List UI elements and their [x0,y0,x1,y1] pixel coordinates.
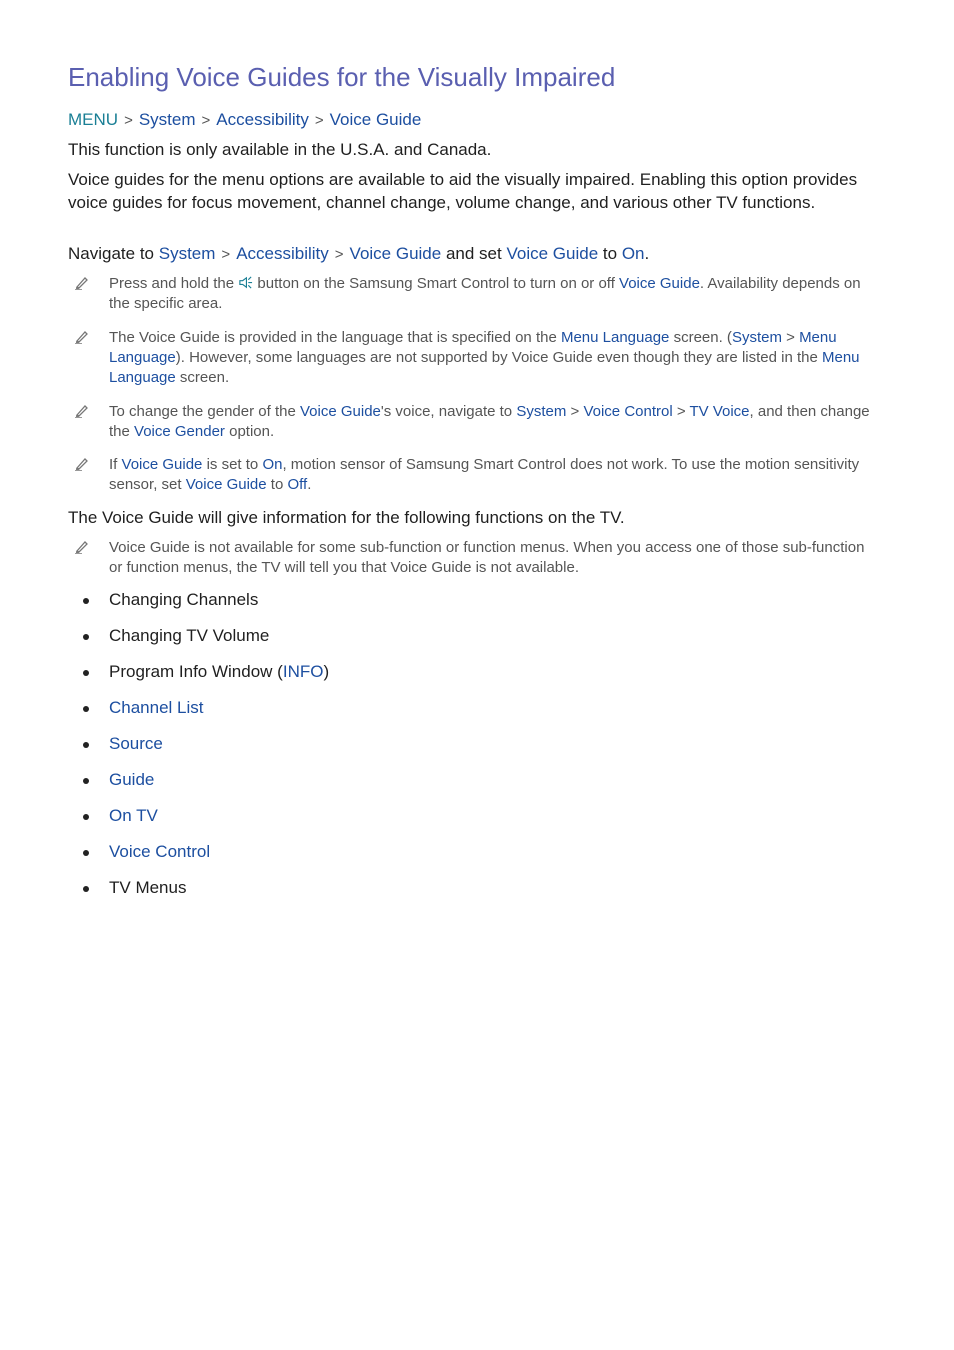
text-run: ) [323,662,330,681]
menu-term: Menu Language [560,329,670,346]
navigate-instruction [68,243,868,267]
list-item-label [109,590,258,610]
text-run: screen. ( [669,329,732,346]
menu-term: Channel List [109,698,204,717]
menu-term: System [516,403,567,420]
note-text [109,402,881,442]
list-item-label [109,770,154,790]
text-run: If [109,456,122,473]
text-run: To change the gender of the [109,403,300,420]
bullet-icon [83,778,89,784]
menu-term: Off [287,476,308,493]
bullet-icon [83,634,89,640]
voice-guide-remote-icon [238,275,253,290]
bullet-icon [83,886,89,892]
text-run: > [781,329,800,346]
chevron-right-icon: > [314,112,324,129]
menu-term: Voice Guide [619,275,700,292]
bullet-icon [83,742,89,748]
bullet-icon [83,670,89,676]
pencil-icon [74,328,90,344]
pencil-icon [74,538,90,554]
list-item-label [109,626,269,646]
chevron-right-icon: > [334,246,344,263]
text-run: , and then change the [109,403,870,440]
note-text [109,328,881,388]
description-text: Voice guides for the menu options are available to aid the visually impaired. Enabling this option provides voice guides for focus movement, channel change, volume change, and various other TV functions. [68,170,858,212]
breadcrumb [68,110,421,130]
bullet-icon [83,598,89,604]
text-run: . Availability depends on the specific area. [109,275,861,312]
navigate-prefix: Navigate to [68,244,154,263]
breadcrumb-menu: MENU [68,110,119,129]
menu-term: Voice Guide [185,476,267,493]
breadcrumb-item-accessibility: Accessibility [216,110,309,129]
text-run: option. [224,423,275,440]
text-run: Press and hold the [109,275,239,292]
menu-term: INFO [282,662,324,681]
navigate-to: to [602,244,618,263]
note-text [109,274,881,314]
navigate-mid: and set [445,244,502,263]
text-run: Voice Guide is not available for some sub-function or function menus. When you access one of those sub-function or function menus, the TV will tell you that Voice Guide is not available. [109,539,865,576]
page-title: Enabling Voice Guides for the Visually Impaired [68,62,616,92]
navigate-path-accessibility: Accessibility [236,244,329,263]
pencil-icon [74,455,90,471]
menu-term: Voice Control [109,842,211,861]
list-item-label [109,842,210,862]
functions-intro: The Voice Guide will give information for the following functions on the TV. [68,508,625,527]
list-item-label [109,734,163,754]
menu-term: Menu Language [109,329,837,366]
text-run: screen. [175,369,230,386]
bullet-icon [83,706,89,712]
list-item-label [109,698,204,718]
text-run: Changing TV Volume [109,626,270,645]
menu-term: Voice Control [583,403,673,420]
menu-term: Voice Guide [299,403,381,420]
chevron-right-icon: > [124,112,133,129]
text-run: Program Info Window ( [109,662,283,681]
list-item-label [109,878,186,898]
text-run: to [266,476,288,493]
breadcrumb-item-voice-guide: Voice Guide [329,110,422,129]
text-run: is set to [202,456,263,473]
list-item-label [109,662,329,682]
text-run: . [307,476,312,493]
navigate-end: . [644,244,650,263]
menu-term: On TV [109,806,158,825]
navigate-path-voice-guide: Voice Guide [349,244,442,263]
bullet-icon [83,814,89,820]
navigate-path-system: System [158,244,216,263]
text-run: button on the Samsung Smart Control to turn on or off [253,275,620,292]
menu-term: On [262,456,283,473]
text-run: ). However, some languages are not supported by Voice Guide even though they are listed in the [175,349,822,366]
navigate-value: On [621,244,645,263]
menu-term: Guide [109,770,155,789]
chevron-right-icon: > [221,246,231,263]
menu-term: TV Voice [689,403,750,420]
availability-text: This function is only available in the U.S.A. and Canada. [68,140,492,159]
text-run: The Voice Guide is provided in the language that is specified on the [109,329,561,346]
note-text [109,538,881,578]
pencil-icon [74,274,90,290]
menu-term: System [731,329,782,346]
text-run: > [672,403,690,420]
pencil-icon [74,402,90,418]
text-run: TV Menus [109,878,187,897]
text-run: 's voice, navigate to [380,403,517,420]
text-run: Changing Channels [109,590,259,609]
menu-term: Source [109,734,163,753]
list-item-label [109,806,158,826]
menu-term: Voice Gender [134,423,225,440]
bullet-icon [83,850,89,856]
chevron-right-icon: > [201,112,211,129]
text-run: , motion sensor of Samsung Smart Control does not work. To use the motion sensitivity sensor, set [109,456,860,493]
text-run: > [566,403,584,420]
menu-term: Menu Language [109,349,860,386]
breadcrumb-item-system: System [138,110,196,129]
menu-term: Voice Guide [121,456,203,473]
navigate-target: Voice Guide [506,244,599,263]
note-text [109,455,881,495]
